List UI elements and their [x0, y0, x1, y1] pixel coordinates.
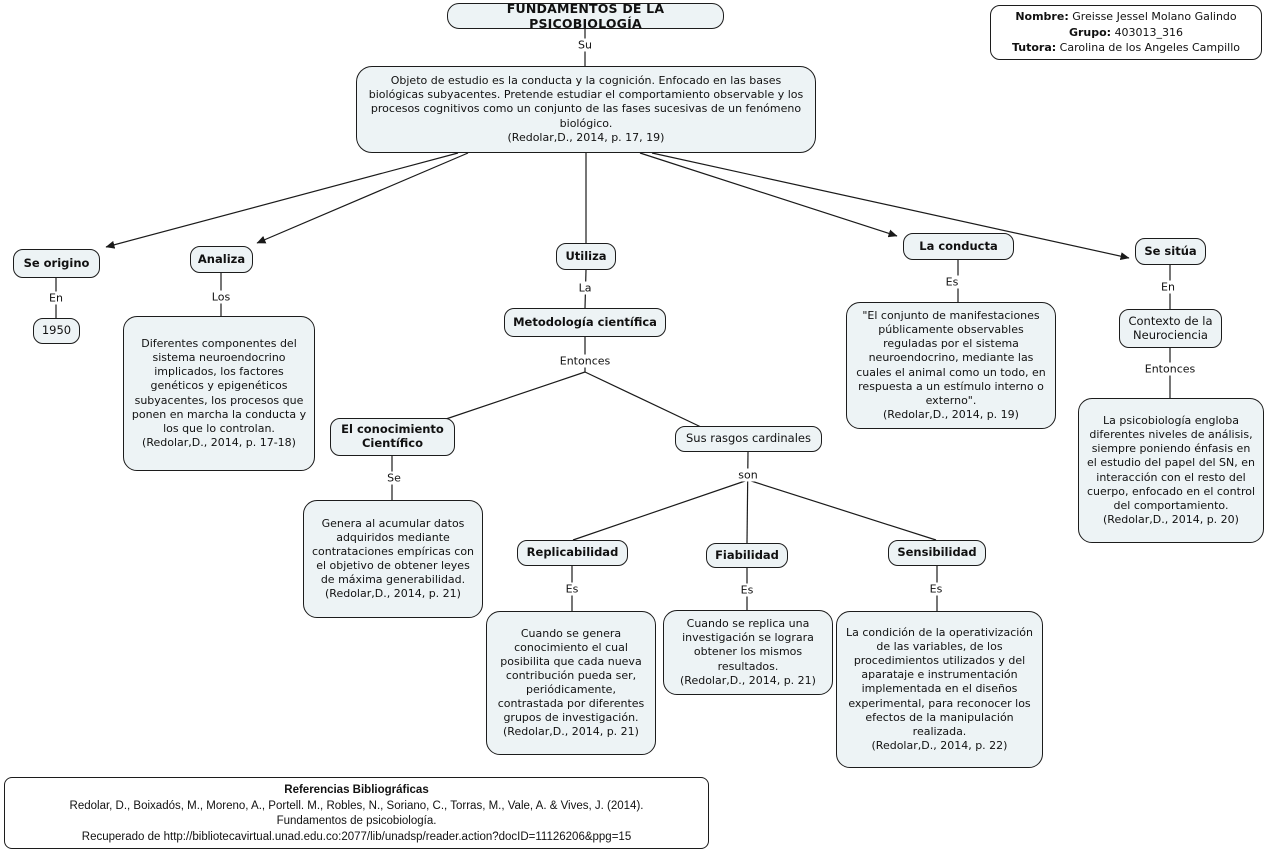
conocimiento-detail-citation: (Redolar,D., 2014, p. 21)	[325, 587, 461, 601]
group-label: Grupo:	[1068, 25, 1112, 39]
analiza-detail-citation: (Redolar,D., 2014, p. 17-18)	[142, 435, 296, 449]
info-tutor-line	[1001, 40, 1251, 55]
node-analiza-detail[interactable]	[123, 316, 315, 471]
main-description-body: Objeto de estudio es la conducta y la cognición. Enfocado en las bases biológicas subyacentes. Pretende estudiar el comportamiento observable y los procesos cognitivos como un conjunto de las fases sucesivas de un fenómeno biológico.	[368, 74, 804, 130]
node-se-origino[interactable]: Se origino	[13, 249, 100, 278]
link-label-es-sensibilidad[interactable]: Es	[927, 583, 946, 596]
node-situa-detail[interactable]	[1078, 398, 1264, 543]
node-utiliza[interactable]: Utiliza	[556, 243, 616, 270]
node-conocimiento-cientifico[interactable]: El conocimiento Científico	[330, 418, 455, 456]
link-label-es-conducta[interactable]: Es	[943, 276, 962, 289]
link-label-en-origin[interactable]: En	[46, 292, 66, 305]
node-se-situa[interactable]: Se sitúa	[1135, 238, 1206, 265]
situa-detail-body: La psicobiología engloba diferentes niveles de análisis, siempre poniendo énfasis en el estudio del papel del SN, en interacción con el resto del cuerpo, enfocado en el control del comportamiento.	[1086, 414, 1256, 512]
references-line-book: Fundamentos de psicobiología.	[276, 815, 437, 828]
link-label-se[interactable]: Se	[384, 472, 404, 485]
node-metodologia-cientifica[interactable]: Metodología científica	[504, 308, 666, 337]
references-box[interactable]	[4, 777, 709, 849]
node-sensibilidad[interactable]: Sensibilidad	[888, 540, 986, 566]
fiabilidad-detail-citation: (Redolar,D., 2014, p. 21)	[680, 673, 816, 687]
info-card[interactable]	[990, 5, 1262, 60]
references-line-url: Recuperado de http://bibliotecavirtual.unad.edu.co:2077/lib/unadsp/reader.action?docID=11126206&ppg=15	[81, 830, 632, 843]
link-label-los[interactable]: Los	[209, 291, 233, 304]
node-rasgos-cardinales[interactable]: Sus rasgos cardinales	[675, 426, 822, 452]
link-label-la[interactable]: La	[576, 282, 595, 295]
conocimiento-detail-body: Genera al acumular datos adquiridos mediante contrataciones empíricas con el objetivo de obtener leyes de máxima generabilidad.	[311, 516, 475, 587]
references-title: Referencias Bibliográficas	[284, 784, 429, 796]
situa-detail-citation: (Redolar,D., 2014, p. 20)	[1103, 512, 1239, 526]
node-main-description[interactable]	[356, 66, 816, 153]
node-conducta-detail[interactable]	[846, 302, 1056, 429]
link-label-entonces-situa[interactable]: Entonces	[1142, 363, 1198, 376]
fiabilidad-detail-body: Cuando se replica una investigación se lograra obtener los mismos resultados.	[682, 617, 814, 673]
node-title[interactable]: FUNDAMENTOS DE LA PSICOBIOLOGÍA	[447, 3, 724, 29]
node-contexto-neurociencia[interactable]: Contexto de la Neurociencia	[1119, 309, 1222, 348]
link-label-su[interactable]: Su	[575, 39, 595, 52]
node-1950[interactable]: 1950	[33, 318, 80, 344]
group-value: 403013_316	[1114, 25, 1184, 39]
main-description-citation: (Redolar,D., 2014, p. 17, 19)	[507, 130, 665, 144]
info-group-line	[1001, 25, 1251, 40]
node-fiabilidad[interactable]: Fiabilidad	[706, 543, 788, 568]
node-replicabilidad-detail[interactable]	[486, 611, 656, 755]
replicabilidad-detail-body: Cuando se genera conocimiento el cual posibilita que cada nueva contribución pueda ser, periódicamente, contrastada por diferentes grupos de investigación.	[497, 626, 645, 725]
node-la-conducta[interactable]: La conducta	[903, 233, 1014, 260]
link-label-entonces-method[interactable]: Entonces	[557, 355, 613, 368]
node-conocimiento-detail[interactable]	[303, 500, 483, 618]
conducta-detail-body: "El conjunto de manifestaciones públicamente observables reguladas por el sistema neuroendocrino, mediante las cuales el animal como un todo, en respuesta a un estímulo interno o externo".	[856, 309, 1046, 407]
link-label-es-replicabilidad[interactable]: Es	[563, 583, 582, 596]
sensibilidad-detail-body: La condición de la operativización de las variables, de los procedimientos utilizados y del aparataje e instrumentación implementada en el diseños experimental, para reconocer los efectos de la manipulación realizada.	[846, 626, 1033, 738]
conducta-detail-citation: (Redolar,D., 2014, p. 19)	[883, 407, 1019, 421]
replicabilidad-detail-citation: (Redolar,D., 2014, p. 21)	[503, 725, 639, 739]
tutor-value: Carolina de los Angeles Campillo	[1059, 41, 1241, 55]
node-replicabilidad[interactable]: Replicabilidad	[517, 540, 628, 566]
name-value: Greisse Jessel Molano Galindo	[1072, 10, 1237, 24]
analiza-detail-body: Diferentes componentes del sistema neuroendocrino implicados, los factores genéticos y epigenéticos subyacentes, los procesos que ponen en marcha la conducta y los que lo controlan.	[131, 337, 307, 435]
info-name-line	[1001, 9, 1251, 24]
references-line-authors: Redolar, D., Boixadós, M., Moreno, A., Portell. M., Robles, N., Soriano, C., Torras, M., Vale, A. & Vives, J. (2014).	[69, 799, 644, 812]
node-fiabilidad-detail[interactable]	[663, 610, 833, 695]
name-label: Nombre:	[1015, 10, 1069, 24]
link-label-en-situa[interactable]: En	[1158, 281, 1178, 294]
link-label-es-fiabilidad[interactable]: Es	[738, 584, 757, 597]
tutor-label: Tutora:	[1011, 41, 1057, 55]
node-sensibilidad-detail[interactable]	[836, 611, 1043, 768]
link-label-son[interactable]: son	[735, 469, 760, 482]
node-analiza[interactable]: Analiza	[190, 246, 253, 273]
sensibilidad-detail-citation: (Redolar,D., 2014, p. 22)	[871, 738, 1008, 752]
